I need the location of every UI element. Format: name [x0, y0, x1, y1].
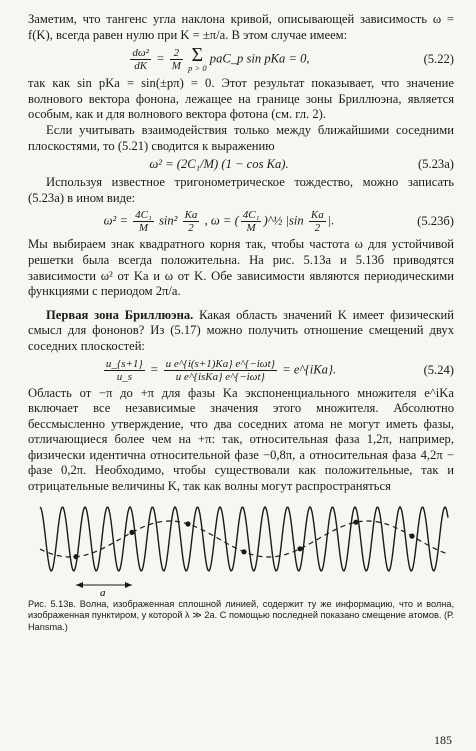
summation: Σ p > 0: [188, 44, 207, 74]
fraction: $\frac{\text{4C₁}}{M}$: [135, 209, 152, 235]
fraction: $\frac{\text{dω²}}{dK}$: [132, 47, 149, 73]
equation-5-22: $\frac{\text{dω²}}{dK}$ = $\frac{2}{M}$ Σ p > 0 paC_p sin pKa = 0, (5.22): [132, 44, 454, 74]
atom-point: [297, 546, 302, 551]
fraction: $\frac{Ka}{2}$: [184, 209, 198, 235]
figure-5-13v: [28, 497, 454, 597]
atom-point: [129, 529, 134, 534]
equation-number: (5.24): [423, 362, 454, 377]
paragraph-6: Первая зона Бриллюэна. Какая область значений K имеет физический смысл для фононов? Из (5.17) можно получить отношение смещений двух соседних плоскостей:: [28, 307, 454, 353]
fraction: $\frac{\text{4C₁}}{M}$: [242, 209, 260, 235]
atom-point: [185, 521, 190, 526]
equation-number: (5.23б): [417, 214, 454, 229]
equation-number: (5.22): [423, 52, 454, 67]
fraction: $\frac{u\_\{s+1\}}{u\_s}$: [105, 357, 143, 383]
section-heading: Первая зона Бриллюэна.: [46, 307, 194, 322]
paragraph-7: Область от −π до +π для фазы Ka экспоненциального множителя e^iKa включает все независимые значения этого множителя. Абсолютно бессмысленно утверждение, что два соседних атома не могут иметь фазы, отличающиеся более чем на +π: так, относительная фаза 1,2π, например, физически идентична относительной фазе −0,8π, а относительная фаза 4,2π − фазе 0,2π. Необходимо, чтобы существовали как положительные, так и отрицательные величины K, так как волны могут распространяться: [28, 385, 454, 494]
figure-caption: Рис. 5.13в. Волна, изображенная сплошной линией, содержит ту же информацию, что и волна, изображенная пунктиром, у которой λ ≫ 2a. С помощью последней показано смещение атомов. (Р. Hansma.): [28, 598, 454, 632]
page-number: 185: [434, 733, 452, 747]
arrow-head-right: [125, 582, 132, 588]
paragraph-4: Используя известное тригонометрическое тождество, можно записать (5.23а) в ином виде:: [28, 175, 454, 205]
paragraph-5: Мы выбираем знак квадратного корня так, чтобы частота ω для устойчивой решетки была всегда положительна. На рис. 5.13а и 5.13б приводятся зависимости ω² от Ka и ω от K. Обе зависимости являются периодическими функциями с периодом 2π/a.: [28, 237, 454, 299]
paragraph-3: Если учитывать взаимодействия только между ближайшими соседними плоскостями, то (5.21) сводится к выражению: [28, 122, 454, 153]
arrow-head-left: [76, 582, 83, 588]
wave-diagram: [28, 497, 454, 597]
equation-5-24: $\frac{u\_\{s+1\}}{u\_s}$ = $\frac{\text{u e\textasciicircum{}\{i(s+1)Ka\} e\textasciicircum{}\{−iωt\}}}{\text{u e\textasciicircum{}\{isKa\} e\textasciicircum{}\{−iωt\}}}$ = e^{iKa}. (5.24): [105, 357, 454, 383]
fraction: $\frac{\text{u e\textasciicircum{}\{i(s+1)Ka\} e\textasciicircum{}\{−iωt\}}}{\text{u e\textasciicircum{}\{isKa\} e\textasciicircum{}\{−iωt\}}}$: [165, 357, 276, 383]
atom-point: [241, 549, 246, 554]
atom-point: [409, 533, 414, 538]
equation-number: (5.23а): [417, 157, 454, 172]
paragraph-2: так как sin pKa = sin(±pπ) = 0. Этот результат показывает, что значение волнового вектора фонона, лежащее на границе зоны Бриллюэна, является особым, как и для волнового вектора фотона (см. гл. 2).: [28, 76, 454, 122]
paragraph-1: Заметим, что тангенс угла наклона кривой, описывающей зависимость ω = f(K), всегда равен нулю при K = ±π/a. В этом случае имеем:: [28, 12, 454, 42]
period-label: a: [100, 586, 106, 597]
fraction: $\frac{2}{M}$: [171, 47, 181, 73]
fraction: $\frac{Ka}{2}$: [310, 209, 324, 235]
solid-wave: [40, 507, 448, 571]
equation-5-23a: ω² = (2C₁/M) (1 − cos Ka). (5.23а): [149, 157, 454, 172]
atom-point: [353, 519, 358, 524]
equation-5-23b: ω² = $\frac{\text{4C₁}}{M}$ sin² $\frac{Ka}{2}$ , ω = ( $\frac{\text{4C₁}}{M}$ )^½ |sin $\frac{Ka}{2}$ |. (5.23б): [103, 209, 454, 235]
atom-point: [73, 554, 78, 559]
